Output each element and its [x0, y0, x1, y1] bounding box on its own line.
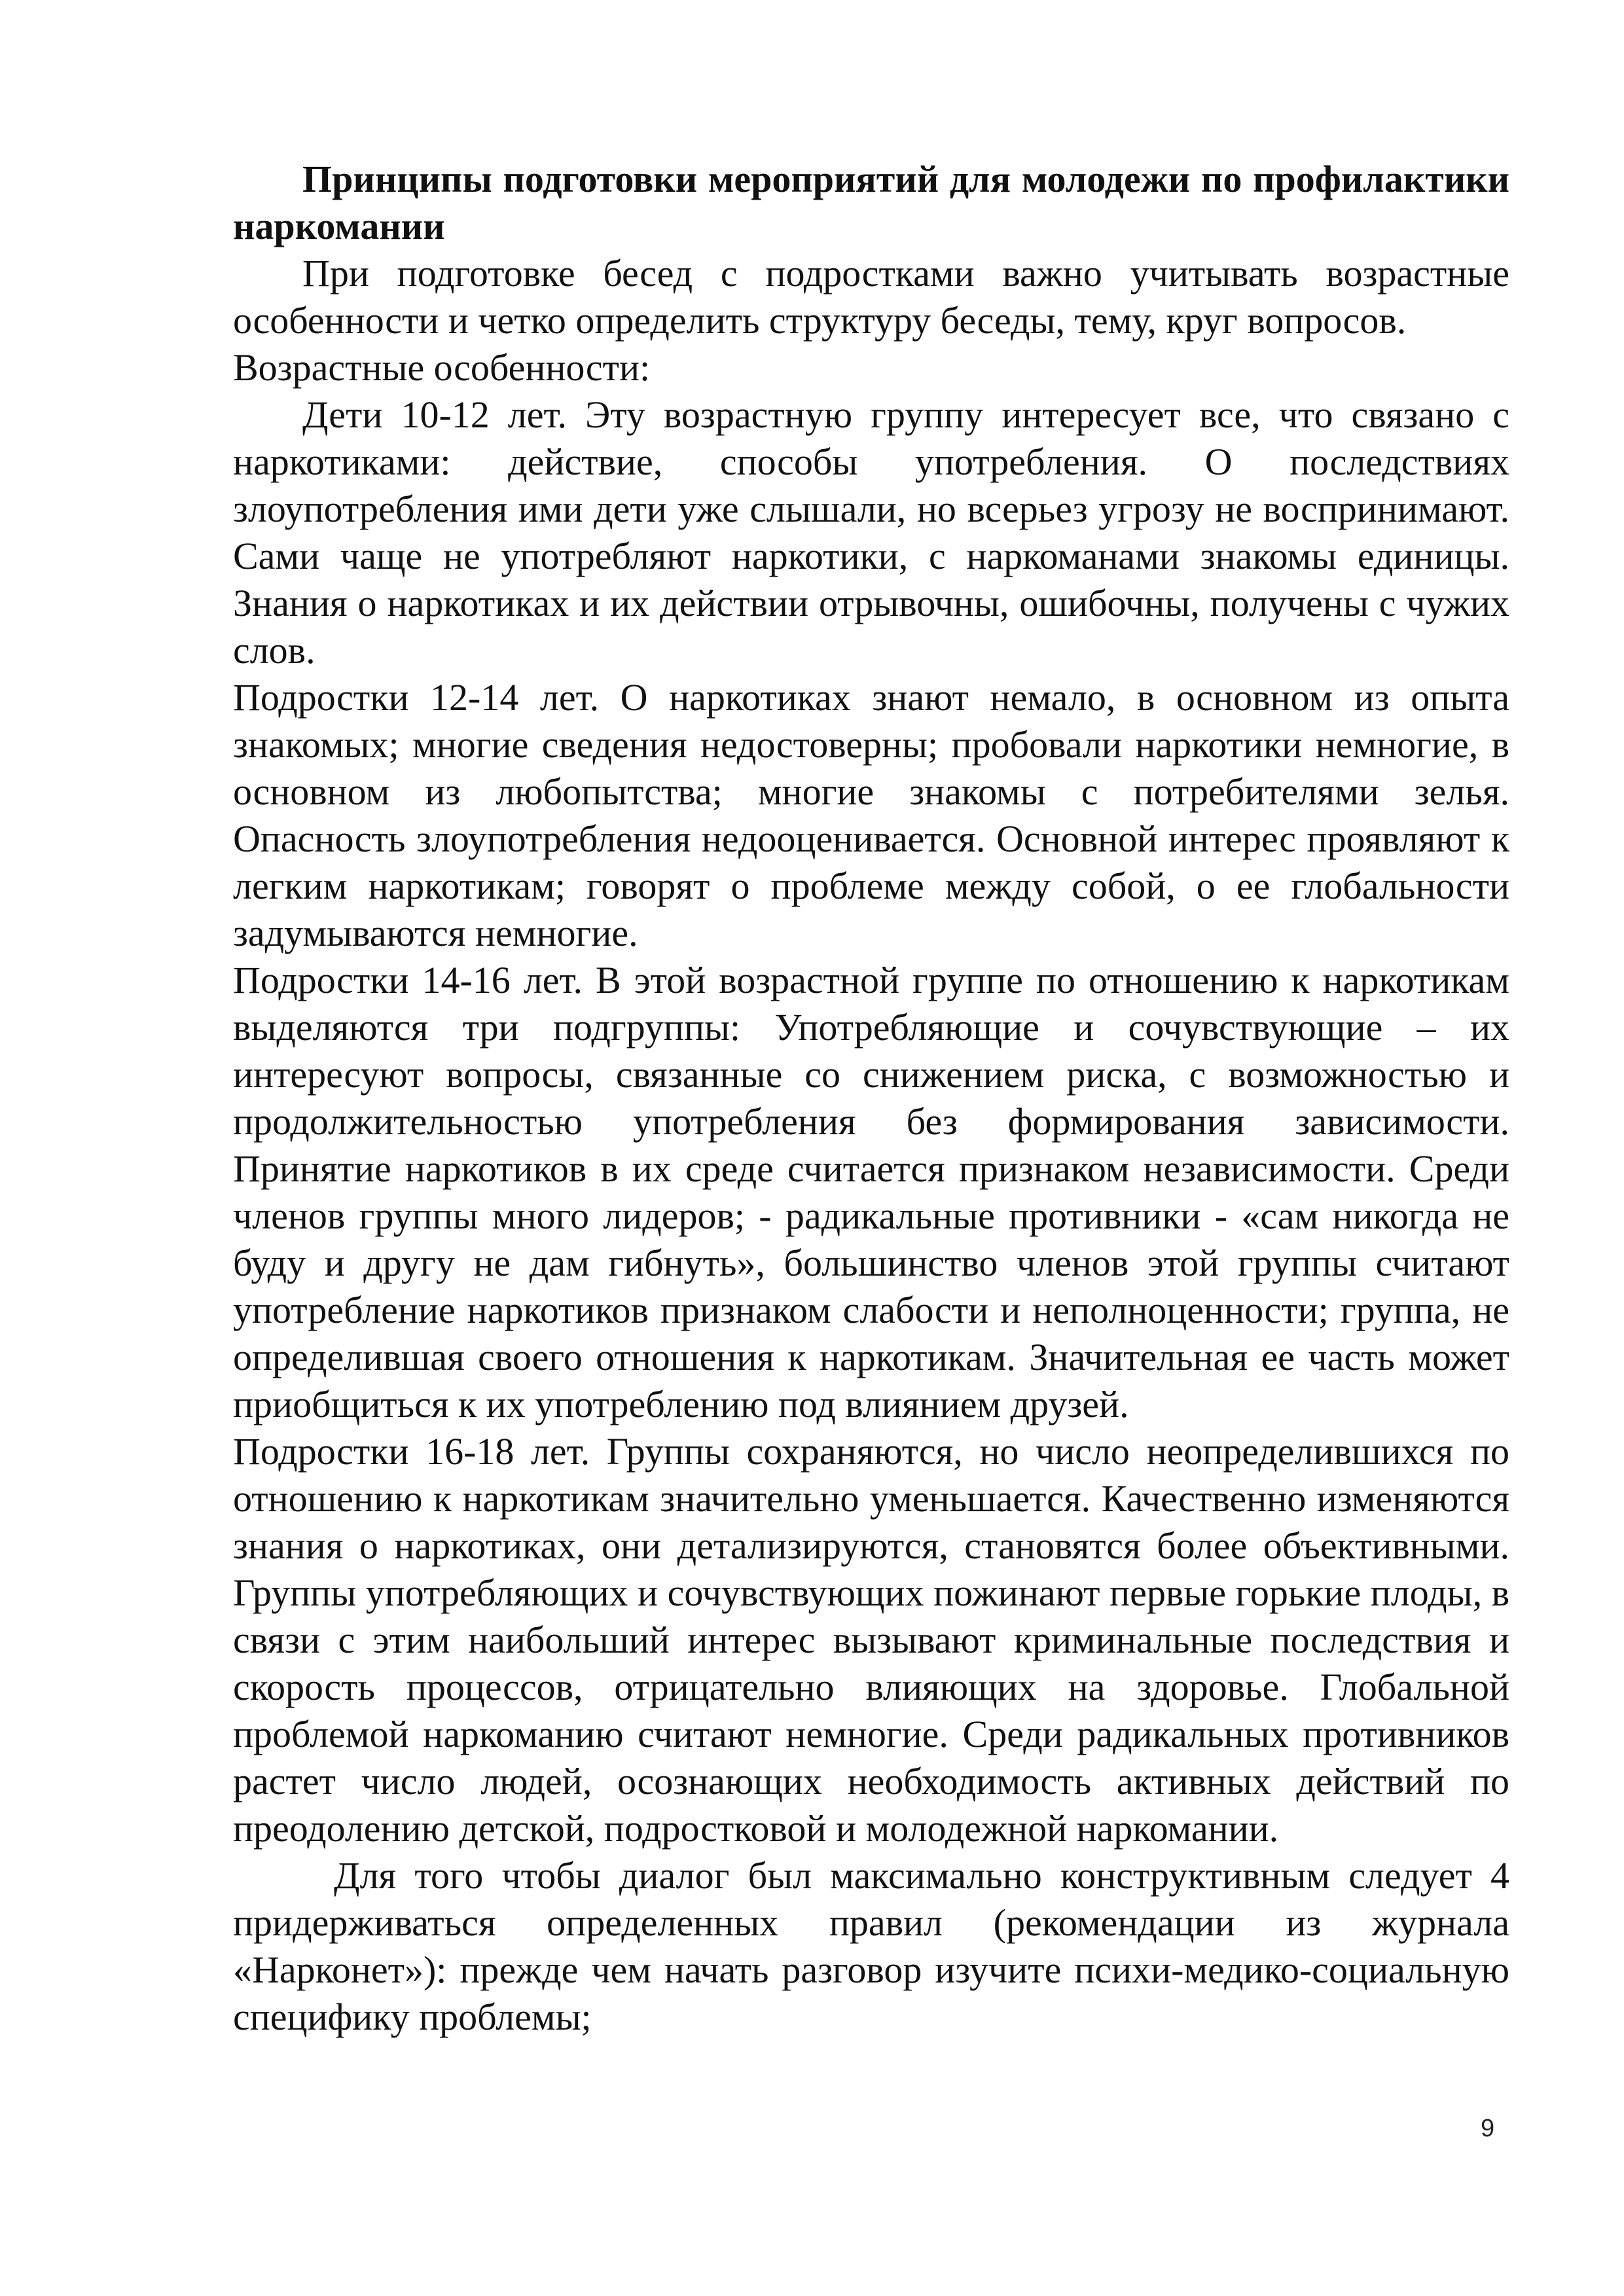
- paragraph-teens-16-18: Подростки 16-18 лет. Группы сохраняются, но число неопределившихся по отношению к наркотикам значительно уменьшается. Качественно изменяются знания о наркотиках, они детализируются, становятся более объективными. Группы употребляющих и сочувствующих пожинают первые горькие плоды, в связи с этим наибольший интерес вызывают криминальные последствия и скорость процессов, отрицательно влияющих на здоровье. Глобальной проблемой наркоманию считают немногие. Среди радикальных противников растет число людей, осознающих необходимость активных действий по преодолению детской, подростковой и молодежной наркомании.: [233, 1430, 1509, 1850]
- paragraph-teens-12-14: Подростки 12-14 лет. О наркотиках знают немало, в основном из опыта знакомых; многие сведения недостоверны; пробовали наркотики немногие, в основном из любопытства; многие знакомы с потребителями зелья. Опасность злоупотребления недооценивается. Основной интерес проявляют к легким наркотикам; говорят о проблеме между собой, о ее глобальности задумываются немногие.: [233, 676, 1509, 954]
- page-number: 9: [1481, 2115, 1495, 2142]
- paragraph-age-features-label: Возрастные особенности:: [233, 346, 651, 389]
- paragraph-intro: При подготовке бесед с подростками важно учитывать возрастные особенности и четко определить структуру беседы, тему, круг вопросов.: [233, 252, 1509, 342]
- paragraph-teens-14-16: Подростки 14-16 лет. В этой возрастной группе по отношению к наркотикам выделяются три подгруппы: Употребляющие и сочувствующие – их интересуют вопросы, связанные со снижением риска, с возможностью и продолжительностью употребления без формирования зависимости. Принятие наркотиков в их среде считается признаком независимости. Среди членов группы много лидеров; - радикальные противники - «сам никогда не буду и другу не дам гибнуть», большинство членов этой группы считают употребление наркотиков признаком слабости и неполноценности; группа, не определившая своего отношения к наркотикам. Значительная ее часть может приобщиться к их употреблению под влиянием друзей.: [233, 959, 1509, 1426]
- document-body: [233, 156, 1509, 2041]
- section-heading: Принципы подготовки мероприятий для молодежи по профилактики наркомании: [233, 158, 1509, 247]
- paragraph-dialogue-rules: Для того чтобы диалог был максимально конструктивным следует 4 придерживаться определенных правил (рекомендации из журнала «Нарконет»): прежде чем начать разговор изучите психи-медико-социальную специфику проблемы;: [233, 1854, 1509, 2038]
- paragraph-children-10-12: Дети 10-12 лет. Эту возрастную группу интересует все, что связано с наркотиками: действие, способы употребления. О последствиях злоупотребления ими дети уже слышали, но всерьез угрозу не воспринимают. Сами чаще не употребляют наркотики, с наркоманами знакомы единицы. Знания о наркотиках и их действии отрывочны, ошибочны, получены с чужих слов.: [233, 393, 1509, 672]
